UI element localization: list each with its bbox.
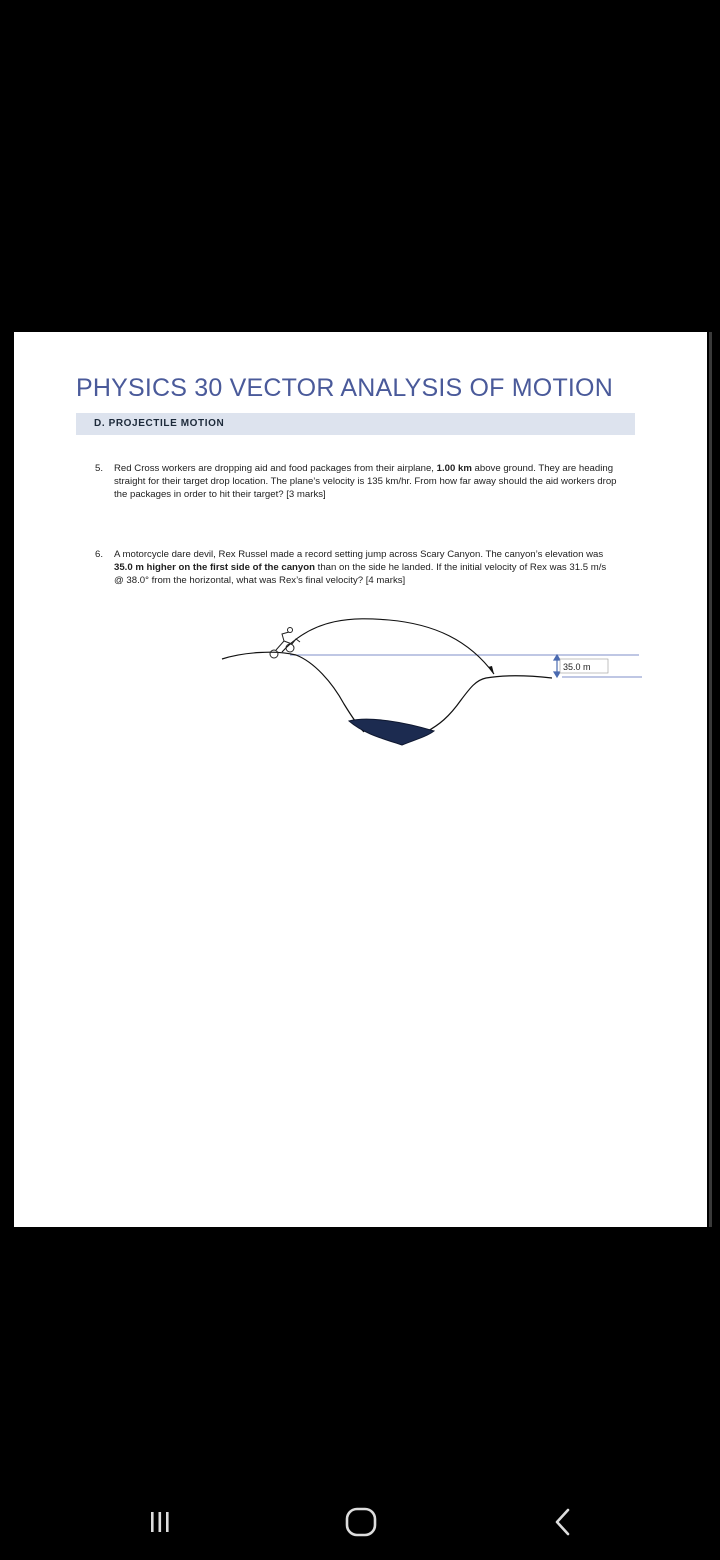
home-button[interactable]	[331, 1500, 391, 1544]
canyon-left-wall	[222, 652, 364, 732]
scrollbar[interactable]	[709, 332, 712, 1227]
trajectory-arrowhead	[488, 666, 494, 674]
home-icon	[344, 1505, 378, 1539]
recent-apps-button[interactable]	[130, 1500, 190, 1544]
back-icon	[548, 1507, 578, 1537]
back-button[interactable]	[533, 1500, 593, 1544]
recent-apps-icon	[145, 1507, 175, 1537]
height-label: 35.0 m	[563, 662, 591, 672]
canyon-water	[349, 719, 434, 745]
question-text: Red Cross workers are dropping aid and food packages from their airplane, 1.00 km above ground. They are heading straight for their target drop location. The plane’s velocity is 135 km/hr. From how far away should the aid workers drop the packages in order to hit their target? [3 marks]	[114, 463, 617, 500]
question-number: 6.	[95, 549, 104, 560]
height-arrow	[554, 655, 560, 677]
document-page	[14, 332, 707, 1227]
canyon-diagram	[14, 332, 707, 1227]
section-title: D. PROJECTILE MOTION	[94, 418, 225, 429]
page-title: PHYSICS 30 VECTOR ANALYSIS OF MOTION	[76, 374, 613, 402]
canyon-right-wall	[426, 676, 552, 732]
question-number: 5.	[95, 463, 104, 474]
question-text: A motorcycle dare devil, Rex Russel made a record setting jump across Scary Canyon. The canyon’s elevation was 35.0 m higher on the first side of the canyon than on the side he landed. If the initial velocity of Rex was 31.5 m/s @ 38.0° from the horizontal, what was Rex’s final velocity? [4 marks]	[114, 549, 607, 586]
